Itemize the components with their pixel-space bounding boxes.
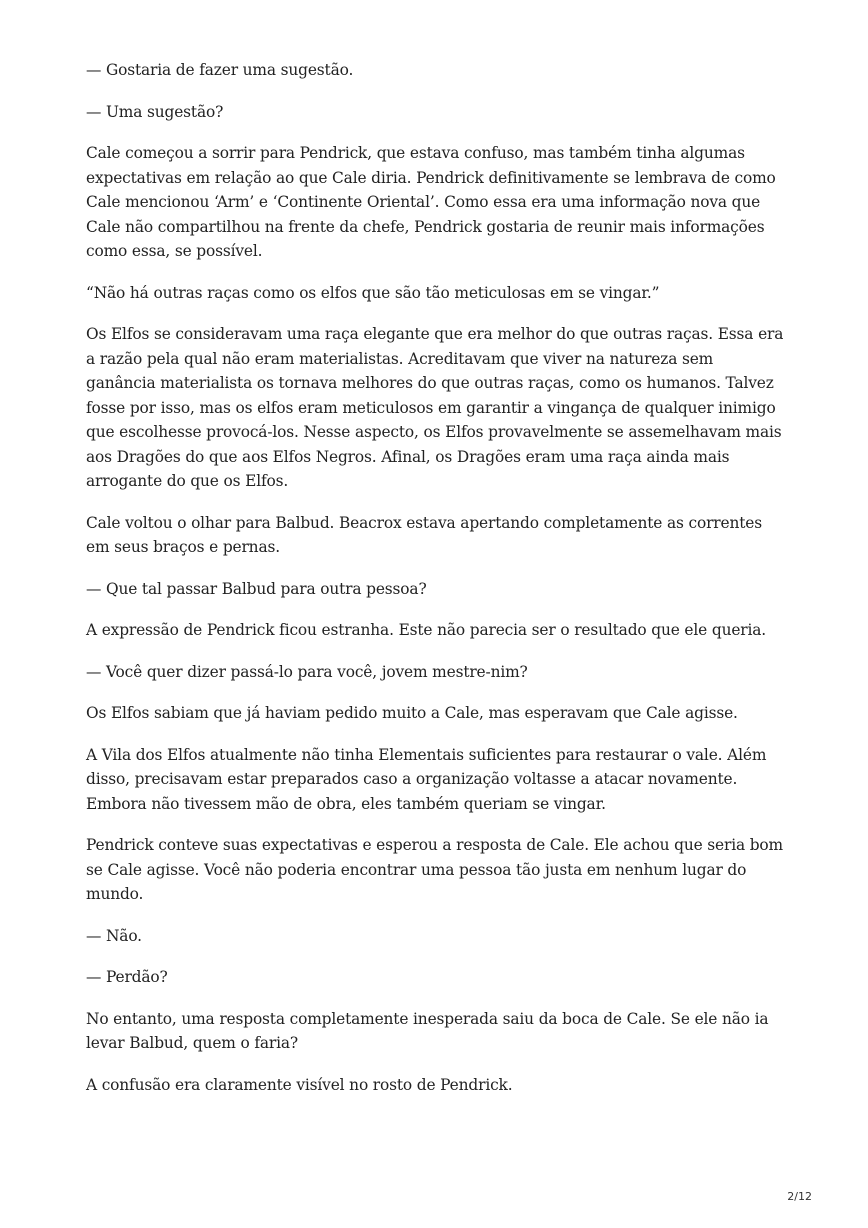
paragraph: — Uma sugestão? — [86, 102, 224, 121]
paragraph: Cale começou a sorrir para Pendrick, que estava confuso, mas também tinha algumas expectativas em relação ao que Cale diria. Pendrick definitivamente se lembrava de como Cale mencionou ‘Arm’ e ‘Continente Oriental’. Como essa era uma informação nova que Cale não compartilhou na frente da chefe, Pendrick gostaria de reunir mais informações como essa, se possível. — [86, 144, 776, 260]
paragraph: — Gostaria de fazer uma sugestão. — [86, 61, 354, 79]
paragraph: Os Elfos sabiam que já haviam pedido muito a Cale, mas esperavam que Cale agisse. — [86, 704, 738, 722]
paragraph: No entanto, uma resposta completamente inesperada saiu da boca de Cale. Se ele não ia levar Balbud, quem o faria? — [86, 1009, 769, 1052]
page-number: 2/12 — [787, 1190, 812, 1203]
paragraph: A confusão era claramente visível no rosto de Pendrick. — [86, 1075, 513, 1094]
paragraph: Cale voltou o olhar para Balbud. Beacrox estava apertando completamente as correntes em seus braços e pernas. — [86, 513, 762, 556]
paragraph: A Vila dos Elfos atualmente não tinha Elementais suficientes para restaurar o vale. Além disso, precisavam estar preparados caso a organização voltasse a atacar novamente. Embora não tivessem mão de obra, eles também queriam se vingar. — [86, 745, 767, 813]
paragraph: — Perdão? — [86, 968, 168, 986]
paragraph: — Você quer dizer passá-lo para você, jovem mestre-nim? — [86, 662, 528, 681]
paragraph: — Não. — [86, 926, 142, 945]
document-body — [86, 58, 786, 1114]
paragraph: A expressão de Pendrick ficou estranha. Este não parecia ser o resultado que ele queria. — [86, 621, 767, 639]
paragraph: “Não há outras raças como os elfos que são tão meticulosas em se vingar.” — [86, 283, 660, 302]
paragraph: — Que tal passar Balbud para outra pessoa? — [86, 579, 427, 598]
paragraph: Os Elfos se consideravam uma raça elegante que era melhor do que outras raças. Essa era a razão pela qual não eram materialistas. Acreditavam que viver na natureza sem ganância materialista os tornava melhores do que outras raças, como os humanos. Talvez fosse por isso, mas os elfos eram meticulosos em garantir a vingança de qualquer inimigo que escolhesse provocá-los. Nesse aspecto, os Elfos provavelmente se assemelhavam mais aos Dragões do que aos Elfos Negros. Afinal, os Dragões eram uma raça ainda mais arrogante do que os Elfos. — [86, 325, 784, 490]
paragraph: Pendrick conteve suas expectativas e esperou a resposta de Cale. Ele achou que seria bom se Cale agisse. Você não poderia encontrar uma pessoa tão justa em nenhum lugar do mundo. — [86, 836, 783, 903]
